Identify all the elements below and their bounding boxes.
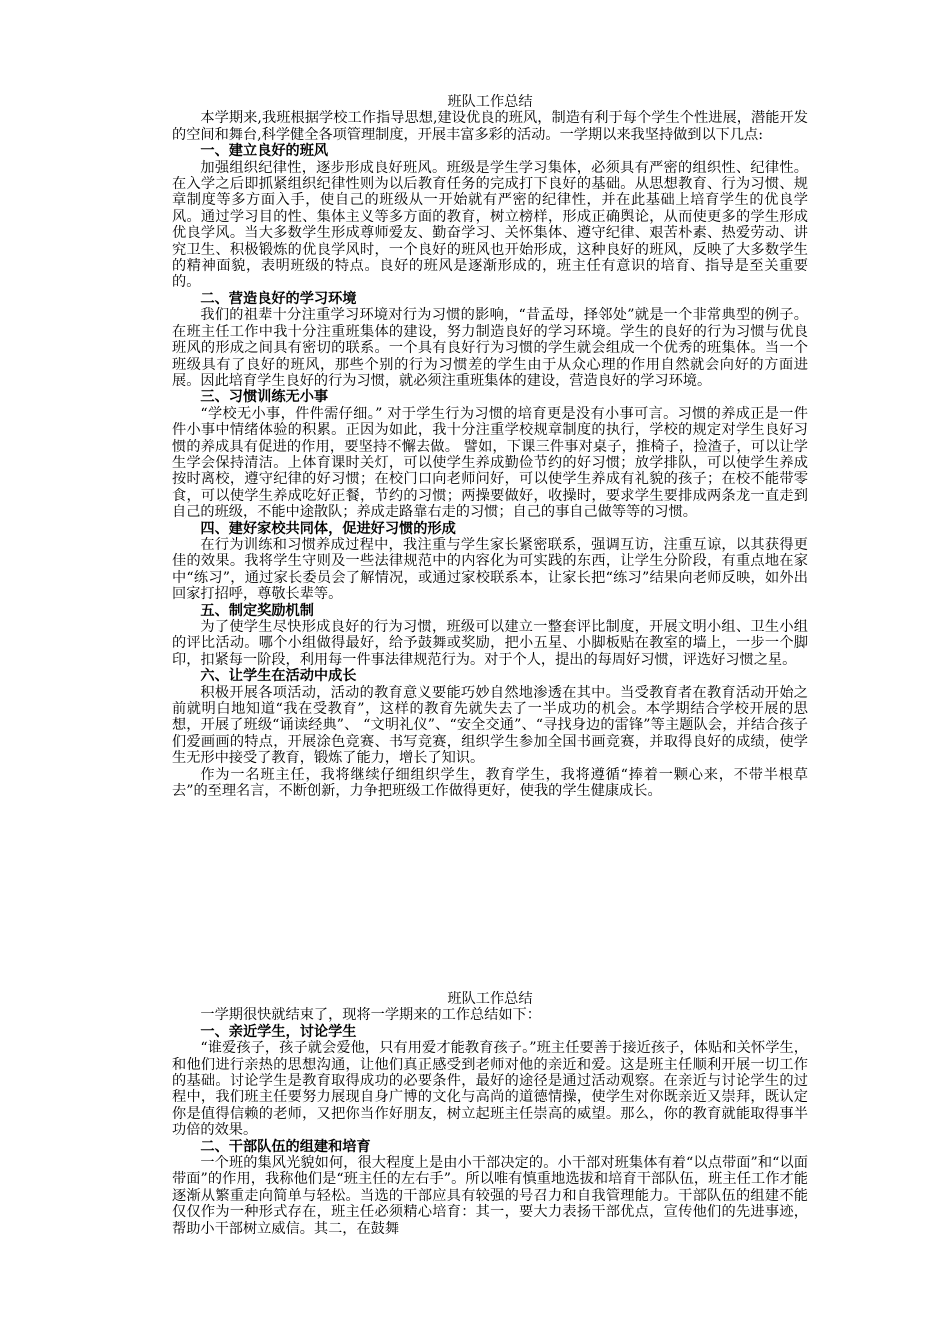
section-paragraph: 一个班的集风光貌如何，很大程度上是由小干部决定的。小干部对班集体有着“以点带面”和“以面带面”的作用，我称他们是“班主任的左右手”。所以唯有慎重地选拔和培育干部队伍，班主任工作才能逐渐从繁重走向简单与轻松。当选的干部应具有较强的号召力和自我管理能力。干部队伍的组建不能仅仅作为一种形式存在，班主任必须精心培育：其一，要大力表扬干部优点，宣传他们的先进事迹，帮助小干部树立威信。其二，在鼓舞 bbox=[172, 1155, 808, 1237]
document-2 bbox=[172, 991, 808, 1237]
document-1 bbox=[172, 94, 808, 799]
section-paragraph: 在行为训练和习惯养成过程中，我注重与学生家长紧密联系，强调互访，注重互谅，以其获得更佳的效果。我将学生守则及一些法律规范中的内容化为可实践的东西，让学生分阶段，有重点地在家中“练习”，通过家长委员会了解情况，或通过家校联系本，让家长把“练习”结果向老师反映，如外出回家打招呼，尊敬长辈等。 bbox=[172, 536, 808, 603]
section-heading: 三、习惯训练无小事 bbox=[200, 389, 329, 406]
document-1-intro: 本学期来,我班根据学校工作指导思想,建设优良的班风，制造有利于每个学生个性进展，潜能开发的空间和舞台,科学健全各项管理制度，开展丰富多彩的活动。一学期以来我坚持做到以下几点: bbox=[172, 110, 808, 143]
section-paragraph: 积极开展各项活动，活动的教育意义要能巧妙自然地渗透在其中。当受教育者在教育活动开始之前就明白地知道“我在受教育”，这样的教育先就失去了一半成功的机会。本学期结合学校开展的思想，开展了班级“诵读经典”、 “文明礼仪”、“安全交通”、“寻找身边的雷锋”等主题队会，并结合孩子们爱画画的特点，开展涂色竞赛、书写竞赛，组织学生参加全国书画竞赛，并取得良好的成绩，使学生无形中接受了教育，锻炼了能力，增长了知识。 bbox=[172, 684, 808, 767]
section-paragraph: 加强组织纪律性，逐步形成良好班风。班级是学生学习集体，必须具有严密的组织性、纪律性。在入学之后即抓紧组织纪律性则为以后教育任务的完成打下良好的基础。从思想教育、行为习惯、规章制度等多方面入手，使自己的班级从一开始就有严密的纪律性，并在此基础上培育学生的优良学风。通过学习目的性、集体主义等多方面的教育，树立榜样，形成正确舆论，从而使更多的学生形成优良学风。当大多数学生形成尊师爱友、勤奋学习、关怀集体、遵守纪律、艰苦朴素、热爱劳动、讲究卫生、积极锻炼的优良学风时，一个良好的班风也开始形成，这种良好的班风，反映了大多数学生的精神面貌，表明班级的特点。良好的班风是逐渐形成的，班主任有意识的培育、指导是至关重要的。 bbox=[172, 159, 808, 291]
section-paragraph: 为了使学生尽快形成良好的行为习惯，班级可以建立一整套评比制度，开展文明小组、卫生小组的评比活动。哪个小组做得最好，给予鼓舞或奖励，把小五星、小脚板贴在教室的墙上，一步一个脚印，扣紧每一阶段，利用每一件事法律规范行为。对于个人，提出的每周好习惯，评选好习惯之星。 bbox=[172, 619, 808, 668]
section-paragraph: 我们的祖辈十分注重学习环境对行为习惯的影响，“昔孟母，择邻处”就是一个非常典型的例子。在班主任工作中我十分注重班集体的建设，努力制造良好的学习环境。学生的良好的行为习惯与优良班风的形成之间具有密切的联系。一个具有良好行为习惯的学生就会组成一个优秀的班集体。当一个班级具有了良好的班风，那些个别的行为习惯差的学生由于从众心理的作用自然就会向好的方面进展。因此培育学生良好的行为习惯，就必须注重班集体的建设，营造良好的学习环境。 bbox=[172, 307, 808, 389]
document-1-title: 班队工作总结 bbox=[447, 94, 533, 110]
section-heading: 一、亲近学生，讨论学生 bbox=[200, 1023, 357, 1040]
section-paragraph: “谁爱孩子，孩子就会爱他，只有用爱才能教育孩子。”班主任要善于接近孩子，体贴和关怀学生，和他们进行亲热的思想沟通，让他们真正感受到老师对他的亲近和爱。这是班主任顺利开展一切工作的基础。讨论学生是教育取得成功的必要条件，最好的途径是通过活动观察。在亲近与讨论学生的过程中，我们班主任要努力展现自身广博的文化与高尚的道德情操，使学生对你既亲近又崇拜，既认定你是值得信赖的老师，又把你当作好朋友，树立起班主任崇高的威望。那么，你的教育就能取得事半功倍的效果。 bbox=[172, 1040, 808, 1139]
closing-paragraph: 作为一名班主任，我将继续仔细组织学生，教育学生，我将遵循“捧着一颗心来，不带半根草去”的至理名言，不断创新，力争把班级工作做得更好，使我的学生健康成长。 bbox=[172, 766, 808, 800]
document-2-intro: 一学期很快就结束了，现将一学期来的工作总结如下： bbox=[200, 1007, 541, 1024]
section-heading: 二、干部队伍的组建和培育 bbox=[200, 1138, 371, 1155]
document-2-title: 班队工作总结 bbox=[447, 991, 533, 1007]
section-heading: 一、建立良好的班风 bbox=[200, 143, 329, 160]
section-heading: 六、让学生在活动中成长 bbox=[200, 668, 357, 685]
section-heading: 二、营造良好的学习环境 bbox=[200, 290, 357, 307]
section-heading: 五、制定奖励机制 bbox=[200, 602, 314, 619]
section-heading: 四、建好家校共同体，促进好习惯的形成 bbox=[200, 520, 456, 537]
section-paragraph: “学校无小事，件件需仔细。” 对于学生行为习惯的培育更是没有小事可言。习惯的养成正是一件件小事中情绪体验的积累。正因为如此，我十分注重学校规章制度的执行，学校的规定对学生良好习惯的养成具有促进的作用，要坚持不懈去做。 譬如，下课三件事对桌子，推椅子，捡渣子，可以让学生学会保持清洁。上体育课时关灯，可以使学生养成勤俭节约的好习惯；放学排队，可以使学生养成按时离校，遵守纪律的好习惯；在校门口向老师问好，可以使学生养成有礼貌的孩子；在校不能带零食，可以使学生养成吃好正餐，节约的习惯；两操要做好，收操时，要求学生要排成两条龙一直走到自己的班级，不能中途散队；养成走路靠右走的习惯；自己的事自己做等等的习惯。 bbox=[172, 405, 808, 521]
